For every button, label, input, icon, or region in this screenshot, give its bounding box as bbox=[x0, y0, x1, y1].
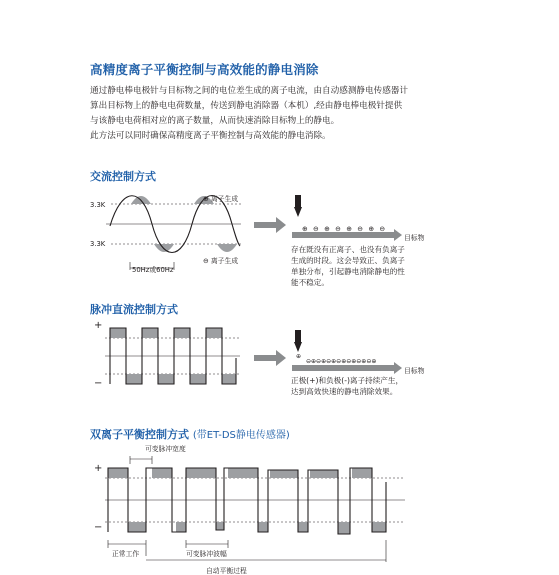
ac-arrow-icon bbox=[254, 216, 288, 234]
ac-emitter-target-diagram bbox=[290, 195, 410, 243]
pulse-note: 正极(+)和负极(-)离子持续产生，达到高效快速的静电消除效果。 bbox=[291, 376, 404, 396]
ac-note: 存在既没有正离子、也没有负离子生成的时段。这会导致正、负离子单独分布，引起静电消除静电的性能不稳定。 bbox=[291, 245, 405, 287]
ac-ion-row: ⊕ ⊖ ⊕ ⊖ ⊕ ⊖ ⊕ ⊖ bbox=[302, 225, 387, 233]
electrode-needle-icon bbox=[295, 330, 301, 342]
page-title: 高精度离子平衡控制与高效能的静电消除 bbox=[90, 62, 319, 77]
pulse-target-label: 目标物 bbox=[404, 367, 425, 375]
dual-waveform-diagram bbox=[100, 452, 410, 572]
dual-plus-label: + bbox=[94, 463, 103, 474]
intro-paragraph-2: 此方法可以同时确保高精度离子平衡控制与高效能的静电消除。 bbox=[90, 131, 331, 141]
svg-text:⊖⊕⊖⊕⊖⊕⊖⊕⊖⊕⊖⊕⊖⊕: ⊖⊕⊖⊕⊖⊕⊖⊕⊖⊕⊖⊕⊖⊕ bbox=[306, 358, 377, 365]
svg-text:⊕: ⊕ bbox=[296, 353, 302, 360]
ac-negative-fill bbox=[217, 244, 237, 252]
dual-minus-label: − bbox=[94, 522, 103, 533]
pulse-minus-label: − bbox=[94, 378, 103, 389]
pulse-plus-label: + bbox=[94, 320, 103, 331]
ac-voltage-top-label: 3.3K bbox=[90, 201, 106, 209]
ac-heading: 交流控制方式 bbox=[90, 170, 156, 183]
pulse-arrow-icon bbox=[254, 349, 288, 367]
pulse-waveform-diagram bbox=[100, 318, 242, 394]
auto-balance-label: 自动平衡过程 bbox=[206, 567, 247, 575]
pulse-emitter-target-diagram bbox=[290, 330, 410, 376]
dual-heading-sub: (带ET-DS静电传感器) bbox=[192, 430, 290, 441]
electrode-needle-icon bbox=[295, 195, 301, 207]
dual-heading bbox=[90, 426, 290, 442]
pulse-heading: 脉冲直流控制方式 bbox=[90, 303, 178, 316]
pulse-amplitude-label: 可变脉冲波幅 bbox=[186, 550, 227, 558]
ac-negative-ion-label: ⊖ 离子生成 bbox=[203, 257, 239, 265]
dual-heading-main: 双离子平衡控制方式 bbox=[90, 428, 189, 441]
ac-voltage-bottom-label: 3.3K bbox=[90, 240, 106, 248]
intro-text bbox=[90, 84, 408, 144]
normal-operation-label: 正常工作 bbox=[112, 550, 140, 558]
ac-frequency-label: 50Hz或60Hz bbox=[132, 266, 174, 274]
ac-negative-fill bbox=[154, 244, 174, 252]
pulse-ion-cluster bbox=[296, 353, 376, 365]
intro-paragraph-1: 通过静电棒电极针与目标物之间的电位差生成的离子电流，由自动感测静电传感器计算出目标物上的静电电荷数量，传送到静电消除器（本机）,经由静电棒电极针提供与该静电电荷相对应的离子数量，从而快速消除目标物上的静电。 bbox=[90, 86, 408, 126]
pulse-width-label: 可变脉冲宽度 bbox=[145, 445, 186, 453]
ac-positive-ion-label: ⊕ 离子生成 bbox=[203, 195, 239, 203]
ac-target-label: 目标物 bbox=[404, 234, 425, 242]
